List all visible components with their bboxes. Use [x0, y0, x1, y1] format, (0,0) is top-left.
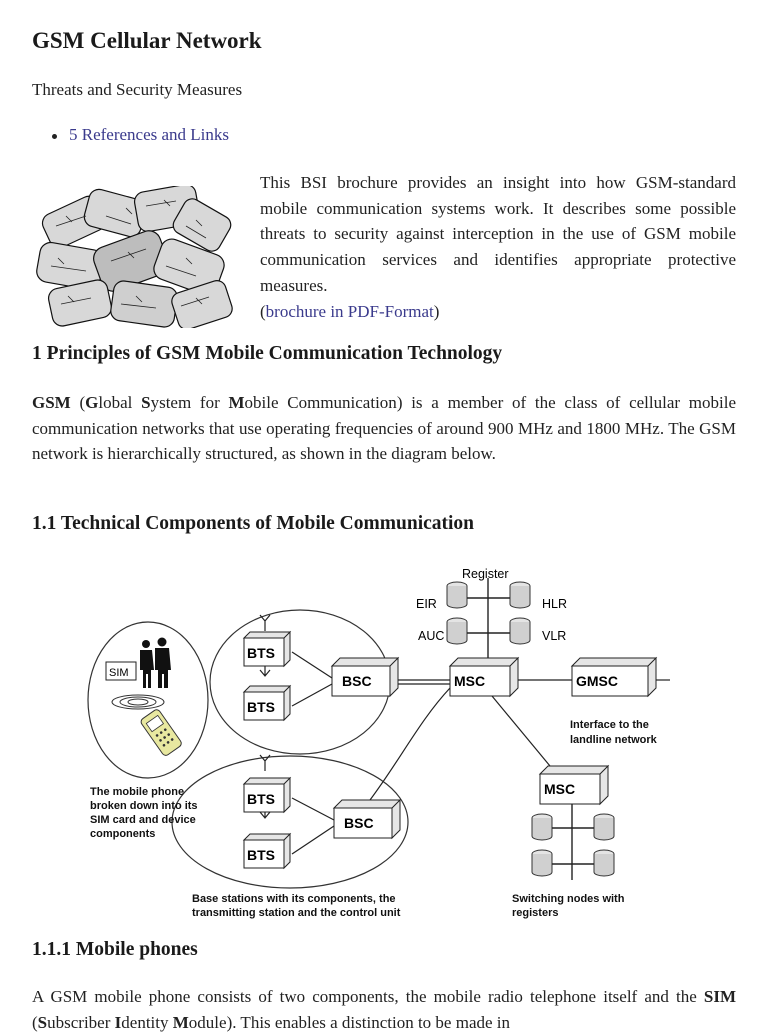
intro-link-open: ( — [260, 301, 266, 321]
mobile-phones-paragraph — [32, 984, 736, 1035]
gsm-bold: GSM — [32, 393, 71, 412]
text-fragment: ystem for — [150, 393, 229, 412]
hlr-label: HLR — [542, 597, 568, 611]
toc-link-references[interactable]: 5 References and Links — [69, 125, 230, 144]
radio-waves-icon — [112, 695, 164, 709]
mobile-phone-icon — [140, 708, 183, 757]
phone-caption-line4: components — [90, 828, 156, 840]
section-heading-mobile-phones: 1.1.1 Mobile phones — [32, 939, 198, 960]
hlr-register-icon — [510, 582, 530, 608]
bold-letter: I — [114, 1012, 122, 1032]
text-fragment: obile Communication — [244, 393, 397, 412]
switch-caption-line2: registers — [512, 907, 559, 919]
phone-caption-line3: SIM card and device — [90, 814, 196, 826]
eir-label: EIR — [416, 597, 437, 611]
sim-label: SIM — [109, 667, 129, 679]
bsc-label-top: BSC — [342, 673, 372, 689]
auc-register-icon — [447, 618, 467, 644]
text-fragment: dentity — [121, 1012, 173, 1032]
auc-label: AUC — [418, 629, 445, 643]
text-fragment: A GSM mobile phone consists of two components, the mobile radio telephone itself and the — [32, 987, 704, 1006]
interface-caption-line2: landline network — [570, 734, 657, 746]
interface-caption-line1: Interface to the — [570, 719, 649, 731]
text-fragment: ( — [32, 1012, 38, 1032]
page-title: GSM Cellular Network — [32, 28, 262, 53]
phone-caption-line1: The mobile phone — [90, 786, 185, 798]
bts-label-3: BTS — [247, 791, 275, 807]
intro-text: This BSI brochure provides an insight into how GSM-standard mobile communication systems work. It describes some possible threats to security against interception in the use of GSM mobile communication services and identifies appropriate protective measures. — [260, 173, 736, 295]
base-caption-line2: transmitting station and the control unit — [192, 907, 401, 919]
eir-register-icon — [447, 582, 467, 608]
register-label: Register — [462, 567, 509, 581]
gsm-paragraph — [32, 390, 736, 467]
brochure-pdf-link[interactable]: brochure in PDF-Format — [265, 301, 434, 321]
sim-bold: SIM — [703, 987, 736, 1006]
gsm-network-diagram — [80, 560, 680, 930]
bold-letter: M — [228, 393, 245, 412]
bts-label-1: BTS — [247, 645, 275, 661]
text-fragment: odule — [188, 1012, 227, 1032]
text-fragment: ) is a member of the class of cellular mobile communication networks that use operating frequencies of around 900 MHz and 1800 MHz. The GSM network is hierarchically structured, as shown in the diagram below. — [32, 393, 736, 464]
bold-letter: G — [85, 393, 99, 412]
phone-caption-line2: broken down into its — [90, 800, 198, 812]
page-subtitle: Threats and Security Measures — [32, 80, 243, 99]
bold-letter: M — [172, 1012, 189, 1032]
toc-list — [52, 125, 229, 145]
bsc-label-bottom: BSC — [344, 815, 374, 831]
msc-label-lower: MSC — [544, 781, 576, 797]
switch-caption-line1: Switching nodes with — [512, 893, 625, 905]
section-heading-principles: 1 Principles of GSM Mobile Communication Technology — [32, 343, 503, 364]
bullet-icon — [52, 134, 57, 139]
msc-label-main: MSC — [454, 673, 486, 689]
text-fragment: ( — [70, 393, 86, 412]
text-fragment: ). This enables a distinction to be made in — [226, 1012, 511, 1032]
bold-letter: S — [37, 1012, 48, 1032]
lower-register-icons — [532, 814, 614, 876]
intro-link-close: ) — [433, 301, 440, 321]
vlr-label: VLR — [542, 629, 567, 643]
mobile-phones-illustration — [36, 186, 234, 328]
bts-label-2: BTS — [247, 699, 275, 715]
vlr-register-icon — [510, 618, 530, 644]
bold-letter: S — [141, 393, 151, 412]
bts-label-4: BTS — [247, 847, 275, 863]
text-fragment: lobal — [98, 393, 142, 412]
intro-paragraph — [260, 170, 736, 324]
gmsc-label: GMSC — [576, 673, 618, 689]
text-fragment: ubscriber — [47, 1012, 115, 1032]
people-icon — [140, 638, 171, 689]
section-heading-technical-components: 1.1 Technical Components of Mobile Communication — [32, 513, 475, 534]
base-caption-line1: Base stations with its components, the — [192, 893, 396, 905]
